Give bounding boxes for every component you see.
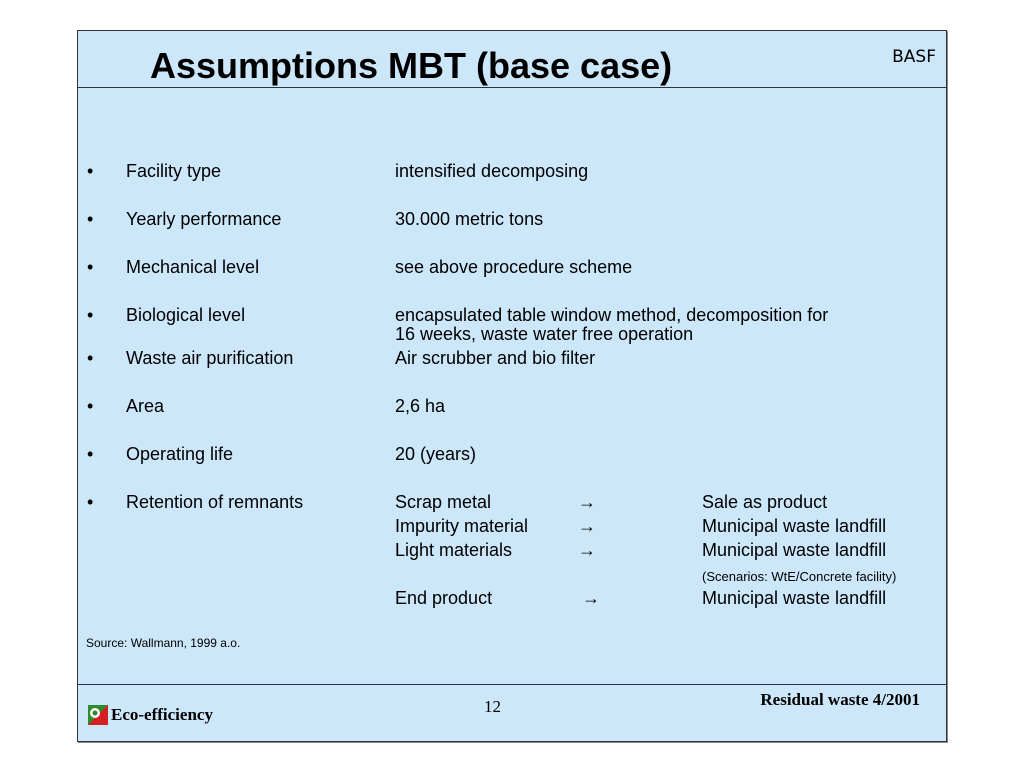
item-value: encapsulated table window method, decomposition for: [395, 305, 829, 325]
item-label: Area: [126, 396, 165, 416]
page-number: 12: [484, 697, 501, 716]
scenario-note: (Scenarios: WtE/Concrete facility): [702, 569, 897, 584]
remnant-destination: Sale as product: [702, 492, 828, 512]
bullet: •: [87, 305, 94, 325]
item-value: 20 (years): [395, 444, 477, 464]
footer-right-label: Residual waste 4/2001: [760, 690, 920, 709]
item-label: Retention of remnants: [126, 492, 304, 512]
bullet: •: [87, 161, 94, 181]
remnant-item: End product: [395, 588, 493, 608]
item-label: Biological level: [126, 305, 246, 325]
item-value: 2,6 ha: [395, 396, 446, 416]
remnant-destination: Municipal waste landfill: [702, 588, 887, 608]
remnant-destination: Municipal waste landfill: [702, 516, 887, 536]
item-label: Operating life: [126, 444, 234, 464]
brand-label: BASF: [892, 47, 936, 67]
bullet: •: [87, 257, 94, 277]
arrow-icon: →: [578, 540, 596, 560]
remnant-item: Scrap metal: [395, 492, 492, 512]
item-label: Facility type: [126, 161, 222, 181]
arrow-icon: →: [582, 588, 600, 608]
remnant-destination: Municipal waste landfill: [702, 540, 887, 560]
item-value: Air scrubber and bio filter: [395, 348, 596, 368]
arrow-icon: →: [578, 516, 596, 536]
item-value-line2: 16 weeks, waste water free operation: [395, 324, 694, 344]
footer: [78, 684, 946, 742]
item-label: Yearly performance: [126, 209, 282, 229]
footer-left-label: Eco-efficiency: [111, 705, 213, 724]
item-value: intensified decomposing: [395, 161, 589, 181]
bullet: •: [87, 492, 94, 512]
remnant-item: Impurity material: [395, 516, 529, 536]
eco-efficiency-brand: [88, 705, 213, 725]
content-area: [78, 31, 946, 650]
page-title: Assumptions MBT (base case): [150, 45, 673, 86]
bullet: •: [87, 209, 94, 229]
eco-efficiency-logo-icon: [88, 705, 108, 725]
item-value: see above procedure scheme: [395, 257, 633, 277]
bullet: •: [87, 396, 94, 416]
source-citation: Source: Wallmann, 1999 a.o.: [86, 636, 241, 650]
arrow-icon: →: [578, 492, 596, 512]
slide-frame: [77, 30, 947, 742]
bullet: •: [87, 444, 94, 464]
item-label: Mechanical level: [126, 257, 260, 277]
remnant-item: Light materials: [395, 540, 513, 560]
item-label: Waste air purification: [126, 348, 294, 368]
bullet: •: [87, 348, 94, 368]
item-value: 30.000 metric tons: [395, 209, 544, 229]
